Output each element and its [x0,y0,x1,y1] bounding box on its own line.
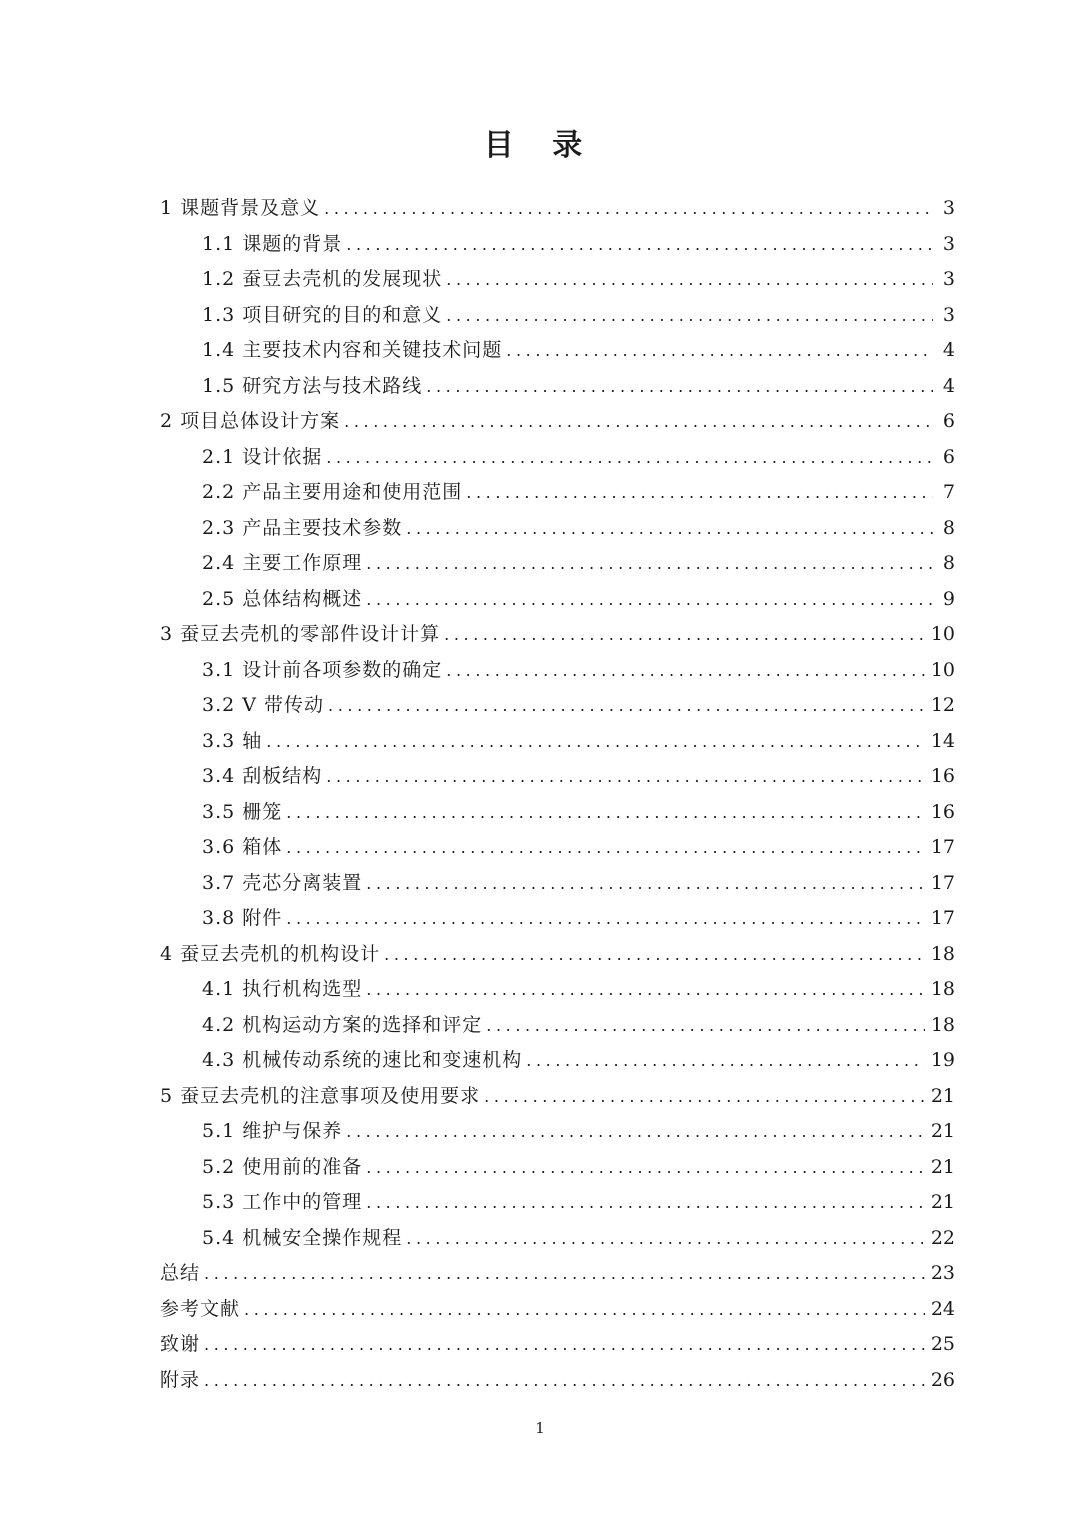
table-of-contents [160,191,955,1398]
toc-entry-page: 4 [942,374,955,397]
toc-dot-leader [326,440,933,476]
toc-entry-label: 3.5 栅笼 [202,800,283,823]
toc-entry-label: 3.2 V 带传动 [202,694,325,716]
toc-entry-label: 5.1 维护与保养 [202,1120,343,1142]
toc-entry[interactable] [160,1327,955,1363]
toc-entry[interactable] [160,333,955,369]
toc-entry-label: 2.3 产品主要技术参数 [202,516,403,539]
toc-dot-leader [366,1150,925,1186]
toc-entry-page: 6 [942,445,955,468]
toc-entry-label: 5.4 机械安全操作规程 [202,1226,403,1249]
toc-dot-leader [346,227,933,263]
toc-entry[interactable] [160,475,955,511]
toc-dot-leader [466,475,933,511]
toc-entry[interactable] [160,1363,955,1399]
toc-entry-label: 2.2 产品主要用途和使用范围 [202,481,463,503]
toc-entry[interactable] [160,440,955,476]
toc-dot-leader [366,972,925,1008]
toc-entry[interactable] [160,617,955,653]
toc-entry[interactable] [160,262,955,298]
toc-entry-page: 14 [930,729,955,752]
toc-entry[interactable] [160,1150,955,1186]
toc-entry[interactable] [160,1008,955,1044]
toc-entry-label: 4.2 机构运动方案的选择和评定 [202,1013,483,1036]
toc-entry[interactable] [160,404,955,440]
toc-entry-label: 1.2 蚕豆去壳机的发展现状 [202,268,443,290]
toc-dot-leader [526,1043,925,1079]
toc-entry-page: 4 [942,339,955,361]
toc-entry-label: 4.3 机械传动系统的速比和变速机构 [202,1049,523,1071]
toc-entry-page: 7 [942,481,955,503]
toc-dot-leader [444,617,925,653]
toc-entry-label: 2.5 总体结构概述 [202,587,363,610]
toc-entry-label: 5 蚕豆去壳机的注意事项及使用要求 [160,1084,481,1107]
toc-entry-label: 2 项目总体设计方案 [160,410,341,432]
toc-entry-label: 3.3 轴 [202,729,263,752]
toc-dot-leader [406,1221,925,1257]
toc-entry-label: 致谢 [160,1333,201,1355]
toc-entry-label: 3 蚕豆去壳机的零部件设计计算 [160,623,441,645]
toc-entry[interactable] [160,1256,955,1292]
toc-entry-label: 3.6 箱体 [202,836,283,858]
toc-dot-leader [286,830,925,866]
toc-entry[interactable] [160,795,955,831]
toc-dot-leader [506,333,933,369]
toc-entry-page: 19 [930,1049,955,1071]
toc-entry[interactable] [160,972,955,1008]
toc-dot-leader [344,404,933,440]
toc-title: 目 录 [483,128,597,163]
toc-entry-label: 1.3 项目研究的目的和意义 [202,303,443,326]
toc-entry-label: 3.4 刮板结构 [202,765,323,787]
toc-entry-label: 1.1 课题的背景 [202,232,343,255]
toc-dot-leader [486,1008,925,1044]
toc-entry[interactable] [160,1221,955,1257]
toc-entry-page: 16 [930,800,955,823]
toc-entry-page: 3 [942,303,955,326]
toc-entry-label: 1 课题背景及意义 [160,197,321,219]
toc-dot-leader [484,1079,925,1115]
toc-entry-page: 3 [942,197,955,219]
toc-dot-leader [366,1185,925,1221]
toc-entry-page: 3 [942,268,955,290]
toc-dot-leader [286,795,925,831]
toc-entry-page: 21 [930,1155,955,1178]
toc-entry[interactable] [160,1043,955,1079]
toc-entry-label: 1.5 研究方法与技术路线 [202,374,423,397]
toc-entry-label: 1.4 主要技术内容和关键技术问题 [202,339,503,361]
toc-entry[interactable] [160,866,955,902]
page-number: 1 [535,1419,545,1437]
toc-entry-page: 8 [942,552,955,574]
toc-entry[interactable] [160,830,955,866]
toc-entry-page: 8 [942,516,955,539]
toc-entry-page: 26 [930,1368,955,1391]
toc-entry-label: 2.4 主要工作原理 [202,552,363,574]
toc-dot-leader [326,759,925,795]
toc-entry-label: 3.1 设计前各项参数的确定 [202,658,443,681]
toc-entry[interactable] [160,1292,955,1328]
toc-dot-leader [204,1327,925,1363]
toc-entry-label: 参考文献 [160,1297,241,1320]
toc-entry-page: 21 [930,1120,955,1142]
toc-entry[interactable] [160,1185,955,1221]
toc-entry-page: 10 [930,623,955,645]
toc-entry-page: 25 [930,1333,955,1355]
toc-entry-page: 22 [930,1226,955,1249]
toc-entry-page: 17 [930,836,955,858]
toc-dot-leader [446,262,933,298]
toc-entry-page: 3 [942,232,955,255]
toc-entry[interactable] [160,227,955,263]
toc-entry-page: 24 [930,1297,955,1320]
toc-entry-label: 附录 [160,1368,201,1391]
toc-dot-leader [446,653,925,689]
toc-dot-leader [328,688,925,724]
toc-dot-leader [286,901,925,937]
toc-entry-page: 12 [930,694,955,716]
toc-entry[interactable] [160,688,955,724]
toc-entry-page: 9 [942,587,955,610]
toc-entry-label: 5.3 工作中的管理 [202,1191,363,1213]
toc-entry-page: 21 [930,1084,955,1107]
toc-entry-label: 2.1 设计依据 [202,445,323,468]
toc-entry[interactable] [160,1079,955,1115]
toc-dot-leader [366,582,933,618]
toc-entry-label: 3.7 壳芯分离装置 [202,871,363,894]
toc-entry[interactable] [160,298,955,334]
toc-entry[interactable] [160,653,955,689]
toc-entry[interactable] [160,546,955,582]
toc-dot-leader [204,1363,925,1399]
toc-entry[interactable] [160,724,955,760]
toc-dot-leader [406,511,933,547]
toc-entry-page: 21 [930,1191,955,1213]
toc-dot-leader [446,298,933,334]
toc-entry-page: 18 [930,1013,955,1036]
toc-entry[interactable] [160,759,955,795]
toc-dot-leader [366,546,933,582]
toc-entry-label: 4.1 执行机构选型 [202,978,363,1000]
toc-entry-page: 18 [930,978,955,1000]
toc-entry-page: 6 [942,410,955,432]
toc-entry[interactable] [160,937,955,973]
toc-dot-leader [266,724,925,760]
toc-entry-label: 3.8 附件 [202,907,283,929]
toc-entry-page: 18 [930,942,955,965]
toc-entry-label: 总结 [160,1262,201,1284]
toc-entry-page: 23 [930,1262,955,1284]
toc-dot-leader [346,1114,925,1150]
toc-dot-leader [204,1256,925,1292]
toc-entry-label: 5.2 使用前的准备 [202,1155,363,1178]
toc-dot-leader [324,191,933,227]
toc-entry[interactable] [160,582,955,618]
toc-entry-label: 4 蚕豆去壳机的机构设计 [160,942,381,965]
toc-entry[interactable] [160,901,955,937]
toc-entry[interactable] [160,369,955,405]
toc-entry-page: 16 [930,765,955,787]
toc-entry-page: 17 [930,871,955,894]
toc-dot-leader [384,937,925,973]
toc-dot-leader [244,1292,925,1328]
toc-entry-page: 10 [930,658,955,681]
toc-entry[interactable] [160,191,955,227]
toc-entry-page: 17 [930,907,955,929]
toc-dot-leader [366,866,925,902]
toc-entry[interactable] [160,511,955,547]
toc-dot-leader [426,369,933,405]
toc-entry[interactable] [160,1114,955,1150]
